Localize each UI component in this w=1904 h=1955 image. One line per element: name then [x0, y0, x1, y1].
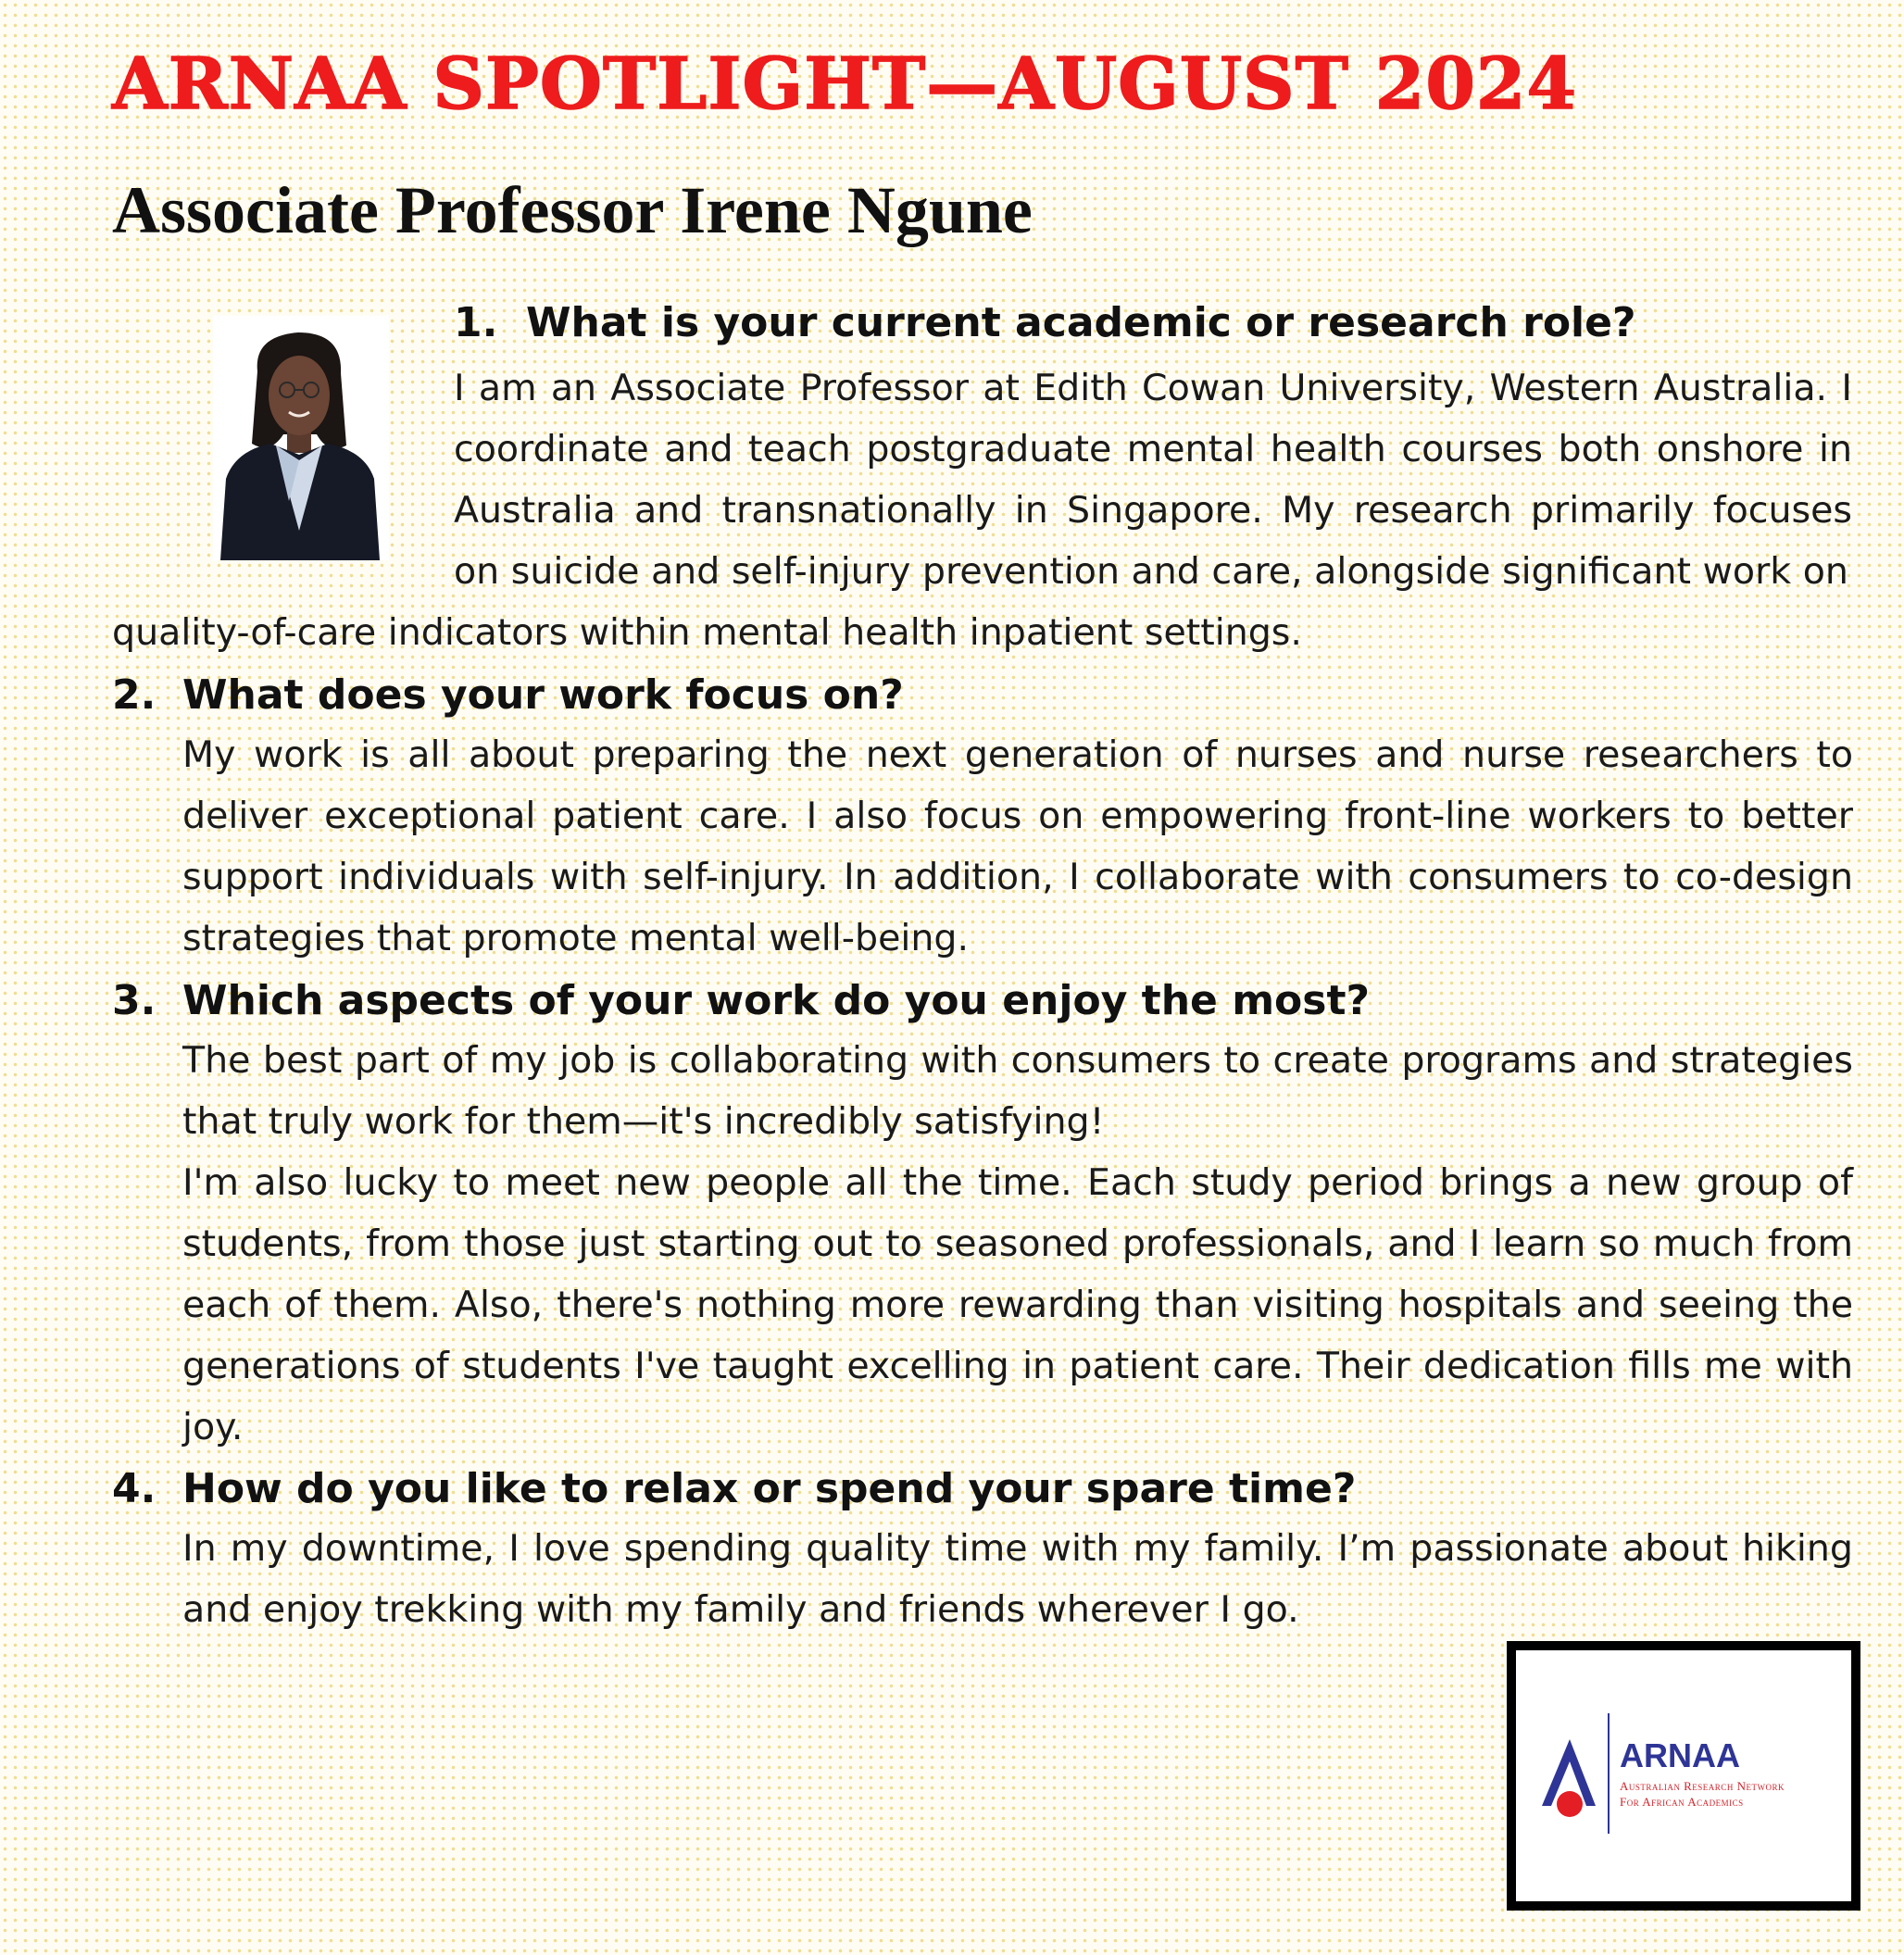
arnaa-logo-mark-icon: [1536, 1713, 1615, 1834]
answer-3-paragraph-2: I'm also lucky to meet new people all the time. Each study period brings a new group of students, from those just starting out to seasoned professionals, and I learn so much from each of them. Also, there's nothing more rewarding than visiting hospitals and seeing the generations of students I've taught excelling in patient care. Their dedication fills me with joy.: [182, 1161, 1853, 1448]
question-4-heading: [112, 1459, 1356, 1520]
question-2-number: 2.: [112, 671, 157, 719]
spotlight-headline: ARNAA SPOTLIGHT—AUGUST 2024: [112, 43, 1578, 126]
profile-photo: [213, 316, 389, 560]
logo-subtitle-line-1: Australian Research Network: [1620, 1779, 1785, 1793]
answer-2-text: My work is all about preparing the next generation of nurses and nurse researchers to deliver exceptional patient care. I also focus on empowering front-line workers to better support individuals with self-injury. In addition, I collaborate with consumers to co-design strategies that promote mental well-being.: [182, 733, 1853, 959]
answer-1-tail: quality-of-care indicators within mental health inpatient settings.: [112, 611, 1302, 654]
logo-name: ARNAA: [1620, 1736, 1740, 1774]
question-1-heading: [454, 293, 1636, 354]
question-3-number: 3.: [112, 977, 157, 1024]
arnaa-logo: [1507, 1641, 1860, 1911]
question-4-number: 4.: [112, 1465, 157, 1512]
logo-subtitle-line-2: For African Academics: [1620, 1795, 1744, 1809]
question-4-text: How do you like to relax or spend your spare time?: [182, 1465, 1357, 1512]
question-1-number: 1.: [454, 299, 498, 346]
answer-1-text: I am an Associate Professor at Edith Cowan University, Western Australia. I coordinate and teach postgraduate mental health courses both onshore in Australia and transnationally in Singapore. My research primarily focuses on suicide and self-injury prevention and care, alongside significant work on: [454, 367, 1852, 593]
question-3-text: Which aspects of your work do you enjoy the most?: [182, 977, 1371, 1024]
question-2-heading: [112, 665, 904, 726]
answer-3-paragraph-1: The best part of my job is collaborating with consumers to create programs and strategies that truly work for them—it's incredibly satisfying!: [182, 1039, 1853, 1143]
question-3-heading: [112, 971, 1370, 1032]
answer-4-text: In my downtime, I love spending quality time with my family. I’m passionate about hiking and enjoy trekking with my family and friends wherever I go.: [182, 1527, 1853, 1631]
question-1-text: What is your current academic or research role?: [525, 299, 1636, 346]
profile-name: Associate Professor Irene Ngune: [112, 173, 1033, 247]
question-2-text: What does your work focus on?: [182, 671, 904, 719]
